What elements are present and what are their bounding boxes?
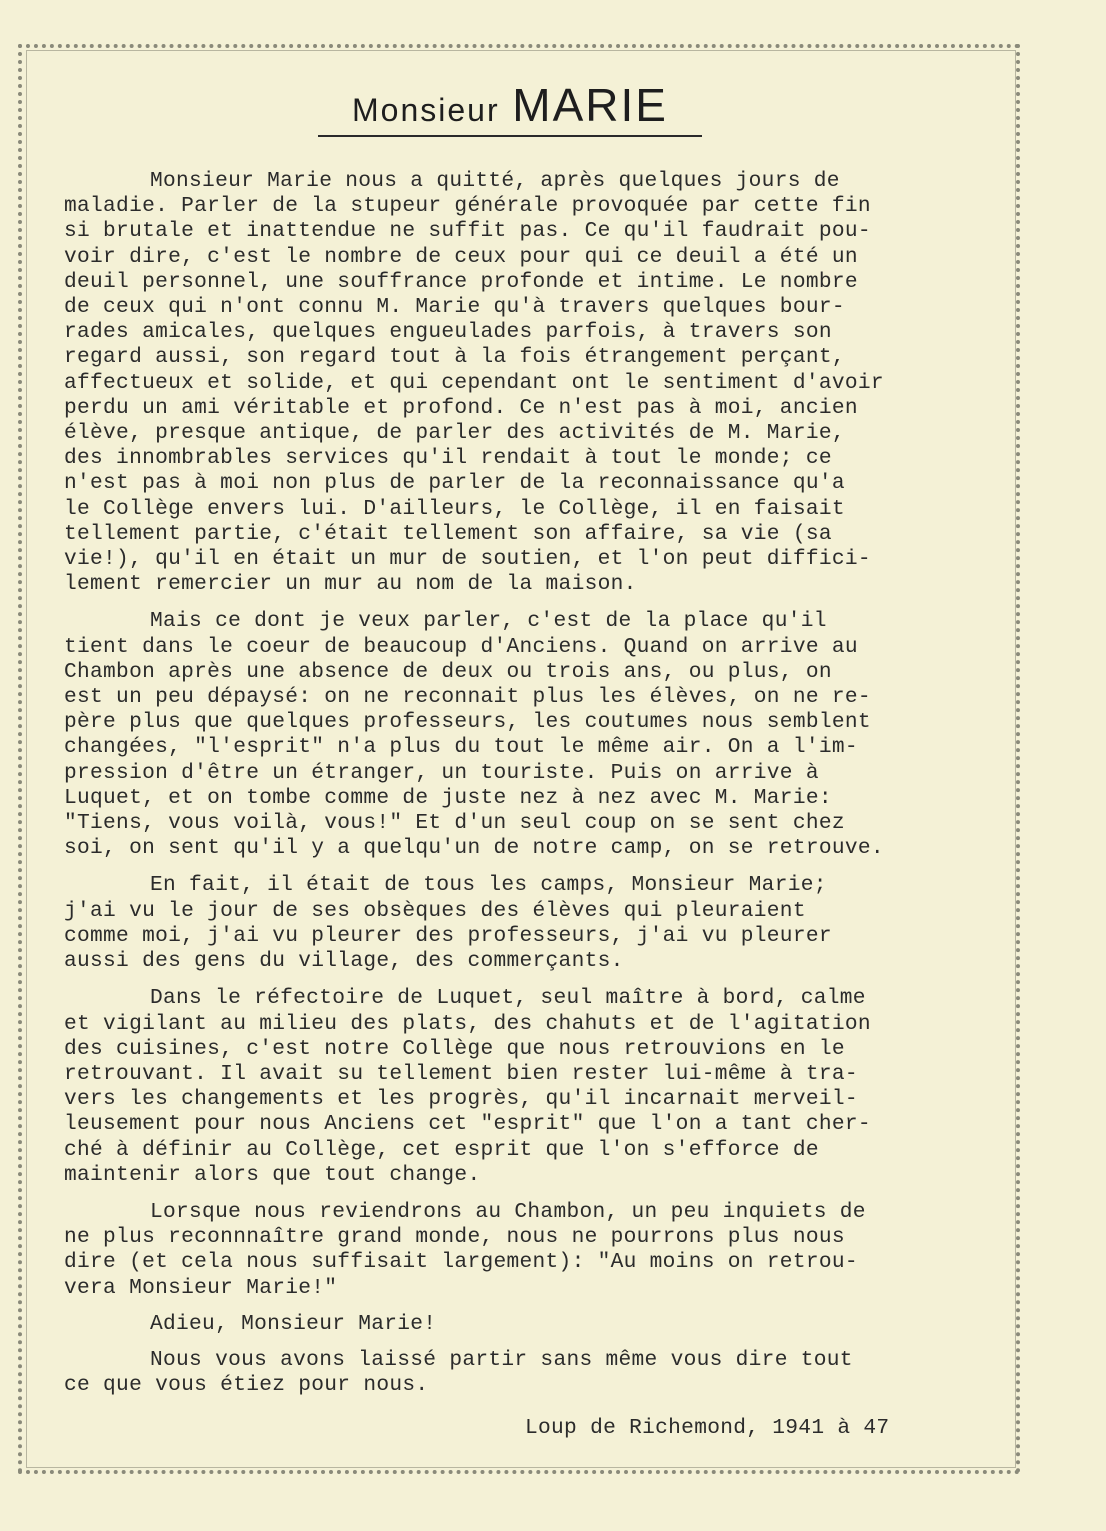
signature: Loup de Richemond, 1941 à 47 — [525, 1416, 890, 1440]
paragraph-4: Dans le réfectoire de Luquet, seul maître à bord, calme et vigilant au milieu des plats, des chahuts et de l'agitation des cuisines, c'est notre Collège que nous retrouvions en le retrouvant. Il avait su tellement bien rester lui-même à tra- vers les changements et les progrès, qu'il incarnait merveil- leusement pour nous Anciens cet "esprit" que l'on a tant cher- ché à définir au Collège, cet esprit que l'on s'efforce de maintenir alors que tout change. — [64, 986, 871, 1187]
article-body — [64, 169, 1004, 1410]
paragraph-1: Monsieur Marie nous a quitté, après quelques jours de maladie. Parler de la stupeur générale provoquée par cette fin si brutale et inattendue ne suffit pas. Ce qu'il faudrait pou- voir dire, c'est le nombre de ceux pour qui ce deuil a été un deuil personnel, une souffrance profonde et intime. Le nombre de ceux qui n'ont connu M. Marie qu'à travers quelques bour- rades amicales, quelques engueulades parfois, à travers son regard aussi, son regard tout à la fois étrangement perçant, affectueux et solide, et qui cependant ont le sentiment d'avoir perdu un ami véritable et profond. Ce n'est pas à moi, ancien élève, presque antique, de parler des activités de M. Marie, des innombrables services qu'il rendait à tout le monde; ce n'est pas à moi non plus de parler de la reconnaissance qu'a le Collège envers lui. D'ailleurs, le Collège, il en faisait tellement partie, c'était tellement son affaire, sa vie (sa vie!), qu'il en était un mur de soutien, et l'on peut diffici- lement remercier un mur au nom de la maison. — [64, 169, 884, 597]
paragraph-5: Lorsque nous reviendrons au Chambon, un peu inquiets de ne plus reconnnaître grand monde, nous ne pourrons plus nous dire (et cela nous suffisait largement): "Au moins on retrou- vera Monsieur Marie!" — [64, 1199, 866, 1300]
paragraph-6: Adieu, Monsieur Marie! — [150, 1311, 437, 1336]
title-word-marie: MARIE — [512, 79, 668, 131]
paragraph-2: Mais ce dont je veux parler, c'est de la place qu'il tient dans le coeur de beaucoup d'Anciens. Quand on arrive au Chambon après une absence de deux ou trois ans, ou plus, on est un peu dépaysé: on ne reconnait plus les élèves, on ne re- père plus que quelques professeurs, les coutumes nous semblent changées, "l'esprit" n'a plus du tout le même air. On a l'im- pression d'être un étranger, un touriste. Puis on arrive à Luquet, et on tombe comme de juste nez à nez avec M. Marie: "Tiens, vous voilà, vous!" Et d'un seul coup on se sent chez soi, on sent qu'il y a quelqu'un de notre camp, on se retrouve. — [64, 609, 884, 861]
title-word-monsieur: Monsieur — [352, 92, 500, 128]
page-title — [318, 80, 702, 137]
paragraph-3: En fait, il était de tous les camps, Monsieur Marie; j'ai vu le jour de ses obsèques des élèves qui pleuraient comme moi, j'ai vu pleurer des professeurs, j'ai vu pleurer aussi des gens du village, des commerçants. — [64, 873, 832, 974]
paragraph-7: Nous vous avons laissé partir sans même vous dire tout ce que vous étiez pour nous. — [64, 1347, 853, 1398]
